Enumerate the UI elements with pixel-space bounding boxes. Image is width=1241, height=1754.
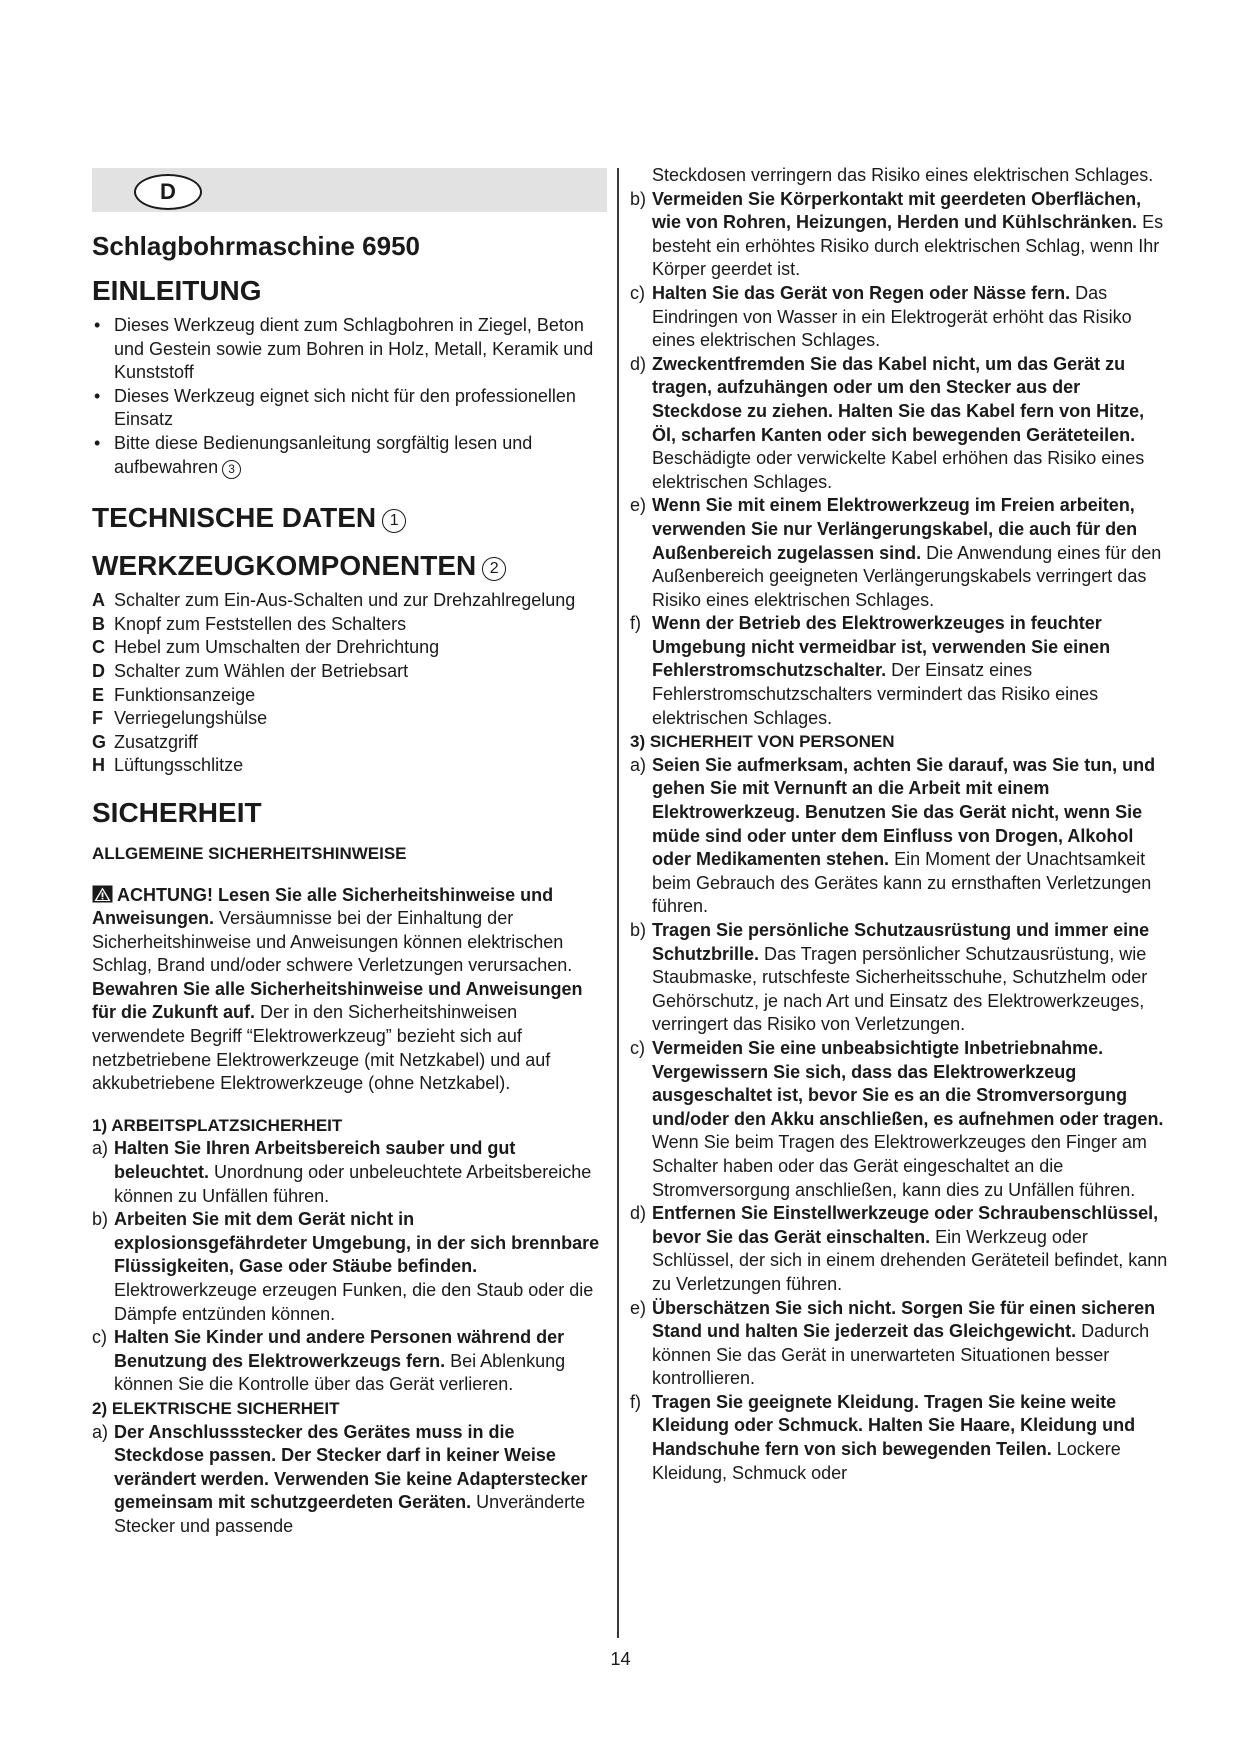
list-item: • Dieses Werkzeug eignet sich nicht für den professionellen Einsatz bbox=[92, 385, 607, 432]
list-item: B Knopf zum Feststellen des Schalters bbox=[92, 613, 407, 634]
einleitung-list bbox=[92, 314, 607, 479]
list-item: A Schalter zum Ein-Aus-Schalten und zur Drehzahlregelung bbox=[92, 590, 576, 611]
list-item: f) Wenn der Betrieb des Elektrowerkzeuges in feuchter Umgebung nicht vermeidbar ist, verwenden Sie einen Fehlerstromschutzschalter. Der Einsatz eines Fehlerstromschutzschalters vermindert das Risiko eines elektrischen Schlages. bbox=[630, 613, 1111, 728]
arbeitsplatz-heading: 1) ARBEITSPLATZSICHERHEIT bbox=[92, 1115, 343, 1135]
page-number: 14 bbox=[610, 1649, 631, 1669]
list-item: b) Vermeiden Sie Körperkontakt mit geerdeten Oberflächen, wie von Rohren, Heizungen, Herden und Kühlschränken. Es besteht ein erhöhtes Risiko durch elektrischen Schlag, wenn Ihr Körper geerdet ist. bbox=[630, 188, 1164, 280]
list-item: a) Der Anschlussstecker des Gerätes muss in die Steckdose passen. Der Stecker darf in keiner Weise verändert werden. Verwenden Sie keine Adapterstecker gemeinsam mit schutzgeerdeten Geräten. Unveränderte Stecker und passende bbox=[92, 1421, 588, 1536]
list-item: d) Entfernen Sie Einstellwerkzeuge oder Schraubenschlüssel, bevor Sie das Gerät einschalten. Ein Werkzeug oder Schlüssel, der sich in einem drehenden Geräteteil befindet, kann zu Verletzungen führen. bbox=[630, 1203, 1168, 1294]
language-badge: D bbox=[134, 174, 202, 210]
list-item: C Hebel zum Umschalten der Drehrichtung bbox=[92, 637, 440, 658]
list-item: a) Halten Sie Ihren Arbeitsbereich sauber und gut beleuchtet. Unordnung oder unbeleuchtete Arbeitsbereiche können zu Unfällen führen. bbox=[92, 1138, 592, 1206]
list-item: H Lüftungsschlitze bbox=[92, 755, 244, 776]
list-item: D Schalter zum Wählen der Betriebsart bbox=[92, 660, 409, 681]
list-item: c) Halten Sie das Gerät von Regen oder Nässe fern. Das Eindringen von Wasser in ein Elektrogerät erhöht das Risiko eines elektrischen Schlages. bbox=[630, 282, 1132, 351]
list-item: b) Arbeiten Sie mit dem Gerät nicht in explosionsgefährdeter Umgebung, in der sich brennbare Flüssigkeiten, Gase oder Stäube befinden. Elektrowerkzeuge erzeugen Funken, die den Staub oder die Dämpfe entzünden können. bbox=[92, 1209, 600, 1324]
right-column bbox=[630, 164, 1170, 1485]
sicherheit-heading: SICHERHEIT bbox=[92, 796, 262, 828]
einleitung-heading: EINLEITUNG bbox=[92, 275, 262, 306]
personen-heading: 3) SICHERHEIT VON PERSONEN bbox=[630, 732, 895, 752]
list-item: F Verriegelungshülse bbox=[92, 708, 268, 729]
figure-ref-badge: 2 bbox=[482, 557, 506, 581]
warning-paragraph: ACHTUNG! Lesen Sie alle Sicherheitshinweise und Anweisungen. Versäumnisse bei der Einhaltung der Sicherheitshinweise und Anweisungen können elektrischen Schlag, Brand und/oder schwere Verletzungen verursachen. Bewahren Sie alle Sicherheitshinweise und Anweisungen für die Zukunft auf. Der in den Sicherheitshinweisen verwendete Begriff “Elektrowerkzeug” bezieht sich auf netzbetriebene Elektrowerkzeuge (mit Netzkabel) und auf akkubetriebene Elektrowerkzeuge (ohne Netzkabel). bbox=[92, 884, 583, 1094]
list-item: • Bitte diese Bedienungsanleitung sorgfältig lesen und aufbewahren 3 bbox=[92, 432, 607, 479]
continued-text: Steckdosen verringern das Risiko eines elektrischen Schlages. bbox=[652, 165, 1154, 185]
list-item: • Dieses Werkzeug dient zum Schlagbohren in Ziegel, Beton und Gestein sowie zum Bohren in Holz, Metall, Keramik und Kunststoff bbox=[92, 314, 607, 385]
list-item: d) Zweckentfremden Sie das Kabel nicht, um das Gerät zu tragen, aufzuhängen oder um den Stecker aus der Steckdose zu ziehen. Halten Sie das Kabel fern von Hitze, Öl, scharfen Kanten oder sich bewegenden Geräteteilen. Beschädigte oder verwickelte Kabel erhöhen das Risiko eines elektrischen Schlages. bbox=[630, 353, 1145, 492]
left-column bbox=[92, 168, 607, 1539]
allgemeine-hinweise-subheading: ALLGEMEINE SICHERHEITSHINWEISE bbox=[92, 843, 407, 863]
column-divider bbox=[617, 168, 619, 1638]
list-item: f) Tragen Sie geeignete Kleidung. Tragen Sie keine weite Kleidung oder Schmuck. Halten Sie Haare, Kleidung und Handschuhe fern von sich bewegenden Teilen. Lockere Kleidung, Schmuck oder bbox=[630, 1391, 1136, 1483]
list-item: a) Seien Sie aufmerksam, achten Sie darauf, was Sie tun, und gehen Sie mit Vernunft an die Arbeit mit einem Elektrowerkzeug. Benutzen Sie das Gerät nicht, wenn Sie müde sind oder unter dem Einfluss von Drogen, Alkohol oder Medikamenten stehen. Ein Moment der Unachtsamkeit beim Gebrauch des Gerätes kann zu ernsthaften Verletzungen führen. bbox=[630, 754, 1156, 917]
product-title: Schlagbohrmaschine 6950 bbox=[92, 231, 421, 261]
list-item: G Zusatzgriff bbox=[92, 731, 198, 752]
language-header-bar bbox=[92, 168, 607, 212]
technische-daten-heading: TECHNISCHE DATEN 1 bbox=[92, 501, 607, 535]
figure-ref-badge: 3 bbox=[222, 460, 241, 479]
list-item: b) Tragen Sie persönliche Schutzausrüstung und immer eine Schutzbrille. Das Tragen persönlicher Schutzausrüstung, wie Staubmaske, rutschfeste Sicherheitsschuhe, Schutzhelm oder Gehörschutz, je nach Art und Einsatz des Elektrowerkzeuges, verringert das Risiko von Verletzungen. bbox=[630, 920, 1150, 1035]
component-list bbox=[92, 589, 607, 778]
warning-icon bbox=[92, 885, 113, 903]
list-item: E Funktionsanzeige bbox=[92, 684, 256, 705]
list-item: e) Überschätzen Sie sich nicht. Sorgen Sie für einen sicheren Stand und halten Sie jederzeit das Gleichgewicht. Dadurch können Sie das Gerät in unerwarteten Situationen besser kontrollieren. bbox=[630, 1297, 1156, 1389]
list-item: c) Halten Sie Kinder und andere Personen während der Benutzung des Elektrowerkzeugs fern. Bei Ablenkung können Sie die Kontrolle über das Gerät verlieren. bbox=[92, 1327, 566, 1395]
komponenten-heading: WERKZEUGKOMPONENTEN 2 bbox=[92, 549, 607, 583]
elektrische-heading: 2) ELEKTRISCHE SICHERHEIT bbox=[92, 1398, 340, 1418]
list-item: e) Wenn Sie mit einem Elektrowerkzeug im Freien arbeiten, verwenden Sie nur Verlängerungskabel, die auch für den Außenbereich zugelassen sind. Die Anwendung eines für den Außenbereich geeigneten Verlängerungskabels verringert das Risiko eines elektrischen Schlages. bbox=[630, 495, 1162, 610]
list-item: c) Vermeiden Sie eine unbeabsichtigte Inbetriebnahme. Vergewissern Sie sich, dass das Elektrowerkzeug ausgeschaltet ist, bevor Sie es an die Stromversorgung und/oder den Akku anschließen, es aufnehmen oder tragen. Wenn Sie beim Tragen des Elektrowerkzeuges den Finger am Schalter haben oder das Gerät eingeschaltet an die Stromversorgung anschließen, kann dies zu Unfällen führen. bbox=[630, 1037, 1164, 1200]
figure-ref-badge: 1 bbox=[382, 509, 406, 533]
